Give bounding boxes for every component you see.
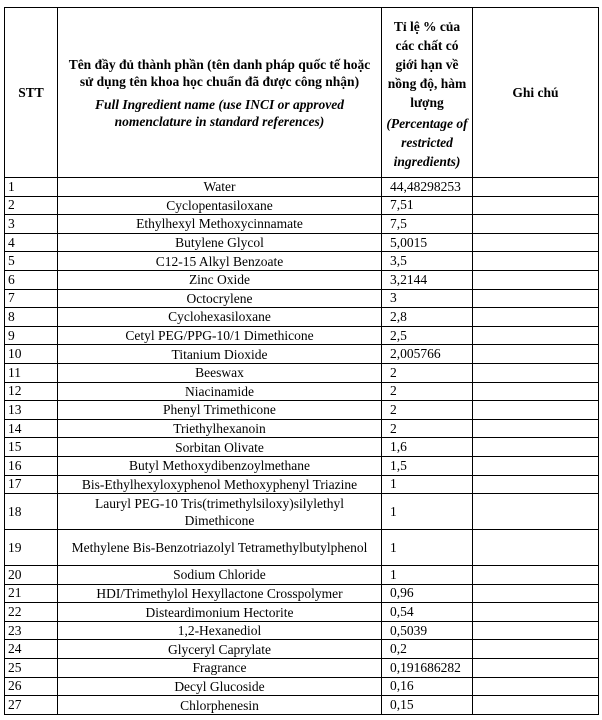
table-row — [5, 530, 599, 566]
row-note — [473, 196, 599, 215]
row-stt: 7 — [5, 289, 58, 308]
row-ingredient-name: Butyl Methoxydibenzoylmethane — [58, 456, 382, 475]
row-ingredient-name: Fragrance — [58, 659, 382, 678]
row-ingredient-name: Sorbitan Olivate — [58, 438, 382, 457]
row-percentage: 3 — [382, 289, 473, 308]
row-note — [473, 456, 599, 475]
row-note — [473, 233, 599, 252]
row-note — [473, 215, 599, 234]
row-percentage: 0,54 — [382, 603, 473, 622]
table-row — [5, 456, 599, 475]
row-percentage: 3,5 — [382, 252, 473, 271]
row-percentage: 1 — [382, 494, 473, 530]
row-percentage: 2 — [382, 363, 473, 382]
row-note — [473, 621, 599, 640]
table-row — [5, 438, 599, 457]
row-stt: 12 — [5, 382, 58, 401]
row-ingredient-name: Titanium Dioxide — [58, 345, 382, 364]
row-stt: 1 — [5, 178, 58, 197]
row-stt: 17 — [5, 475, 58, 494]
row-stt: 19 — [5, 530, 58, 566]
row-note — [473, 363, 599, 382]
table-row — [5, 233, 599, 252]
row-ingredient-name: Cetyl PEG/PPG-10/1 Dimethicone — [58, 326, 382, 345]
row-note — [473, 270, 599, 289]
header-pct-en: (Percentage of restricted ingredients) — [386, 115, 468, 169]
table-row — [5, 345, 599, 364]
row-stt: 4 — [5, 233, 58, 252]
table-row — [5, 178, 599, 197]
row-percentage: 0,2 — [382, 640, 473, 659]
table-row — [5, 659, 599, 678]
row-ingredient-name: Niacinamide — [58, 382, 382, 401]
row-stt: 11 — [5, 363, 58, 382]
row-stt: 9 — [5, 326, 58, 345]
header-percentage — [382, 8, 473, 178]
row-stt: 15 — [5, 438, 58, 457]
row-note — [473, 438, 599, 457]
row-ingredient-name: Beeswax — [58, 363, 382, 382]
row-note — [473, 566, 599, 585]
row-stt: 27 — [5, 696, 58, 715]
row-percentage: 2 — [382, 419, 473, 438]
row-percentage: 2 — [382, 382, 473, 401]
row-stt: 26 — [5, 677, 58, 696]
header-ingredient-name — [58, 8, 382, 178]
row-ingredient-name: Disteardimonium Hectorite — [58, 603, 382, 622]
header-row — [5, 8, 599, 178]
row-percentage: 1,5 — [382, 456, 473, 475]
row-percentage: 44,48298253 — [382, 178, 473, 197]
row-stt: 16 — [5, 456, 58, 475]
row-note — [473, 308, 599, 327]
row-note — [473, 603, 599, 622]
row-note — [473, 494, 599, 530]
table-row — [5, 677, 599, 696]
row-ingredient-name: C12-15 Alkyl Benzoate — [58, 252, 382, 271]
row-stt: 3 — [5, 215, 58, 234]
row-ingredient-name: Sodium Chloride — [58, 566, 382, 585]
table-row — [5, 494, 599, 530]
table-row — [5, 621, 599, 640]
row-note — [473, 475, 599, 494]
row-percentage: 0,5039 — [382, 621, 473, 640]
row-stt: 22 — [5, 603, 58, 622]
row-stt: 10 — [5, 345, 58, 364]
header-pct-vi: Tỉ lệ % của các chất có giới hạn về nồng độ, hàm lượng — [387, 18, 467, 110]
row-stt: 18 — [5, 494, 58, 530]
row-percentage: 0,16 — [382, 677, 473, 696]
row-percentage: 3,2144 — [382, 270, 473, 289]
row-ingredient-name: Decyl Glucoside — [58, 677, 382, 696]
table-body — [5, 178, 599, 715]
row-ingredient-name: Phenyl Trimethicone — [58, 401, 382, 420]
table-row — [5, 401, 599, 420]
table-row — [5, 308, 599, 327]
row-stt: 24 — [5, 640, 58, 659]
row-note — [473, 382, 599, 401]
row-note — [473, 345, 599, 364]
row-stt: 5 — [5, 252, 58, 271]
header-name-en: Full Ingredient name (use INCI or approved nomenclature in standard references) — [94, 96, 345, 129]
row-stt: 8 — [5, 308, 58, 327]
row-note — [473, 659, 599, 678]
ingredient-table — [4, 7, 599, 715]
row-percentage: 0,191686282 — [382, 659, 473, 678]
row-note — [473, 696, 599, 715]
row-stt: 25 — [5, 659, 58, 678]
row-stt: 2 — [5, 196, 58, 215]
row-note — [473, 252, 599, 271]
row-ingredient-name: Glyceryl Caprylate — [58, 640, 382, 659]
row-ingredient-name: Lauryl PEG-10 Tris(trimethylsiloxy)silylethyl Dimethicone — [58, 494, 382, 530]
header-stt: STT — [5, 8, 58, 178]
row-note — [473, 640, 599, 659]
row-note — [473, 584, 599, 603]
row-ingredient-name: Octocrylene — [58, 289, 382, 308]
row-percentage: 1 — [382, 475, 473, 494]
row-percentage: 1 — [382, 566, 473, 585]
row-percentage: 2,5 — [382, 326, 473, 345]
row-percentage: 7,51 — [382, 196, 473, 215]
row-percentage: 2,005766 — [382, 345, 473, 364]
header-note: Ghi chú — [473, 8, 599, 178]
row-ingredient-name: HDI/Trimethylol Hexyllactone Crosspolymer — [58, 584, 382, 603]
row-note — [473, 326, 599, 345]
row-ingredient-name: Ethylhexyl Methoxycinnamate — [58, 215, 382, 234]
table-row — [5, 566, 599, 585]
row-ingredient-name: Water — [58, 178, 382, 197]
table-row — [5, 584, 599, 603]
row-note — [473, 530, 599, 566]
row-ingredient-name: Zinc Oxide — [58, 270, 382, 289]
table-row — [5, 475, 599, 494]
row-note — [473, 419, 599, 438]
table-row — [5, 382, 599, 401]
row-percentage: 2,8 — [382, 308, 473, 327]
row-note — [473, 677, 599, 696]
row-note — [473, 401, 599, 420]
table-row — [5, 270, 599, 289]
row-stt: 20 — [5, 566, 58, 585]
row-percentage: 1 — [382, 530, 473, 566]
table-row — [5, 640, 599, 659]
row-ingredient-name: Butylene Glycol — [58, 233, 382, 252]
table-row — [5, 252, 599, 271]
row-note — [473, 289, 599, 308]
row-ingredient-name: Cyclohexasiloxane — [58, 308, 382, 327]
row-stt: 13 — [5, 401, 58, 420]
row-ingredient-name: Cyclopentasiloxane — [58, 196, 382, 215]
row-ingredient-name: Chlorphenesin — [58, 696, 382, 715]
table-row — [5, 603, 599, 622]
row-percentage: 5,0015 — [382, 233, 473, 252]
row-ingredient-name: Bis-Ethylhexyloxyphenol Methoxyphenyl Triazine — [58, 475, 382, 494]
table-row — [5, 215, 599, 234]
row-stt: 23 — [5, 621, 58, 640]
header-name-vi: Tên đầy đủ thành phần (tên danh pháp quốc tế hoặc sử dụng tên khoa học chuẩn đã được công nhận) — [68, 56, 371, 89]
row-stt: 6 — [5, 270, 58, 289]
row-ingredient-name: 1,2-Hexanediol — [58, 621, 382, 640]
row-note — [473, 178, 599, 197]
row-percentage: 7,5 — [382, 215, 473, 234]
row-ingredient-name: Methylene Bis-Benzotriazolyl Tetramethylbutylphenol — [58, 530, 382, 566]
table-row — [5, 696, 599, 715]
row-ingredient-name: Triethylhexanoin — [58, 419, 382, 438]
table-row — [5, 419, 599, 438]
table-row — [5, 196, 599, 215]
table-row — [5, 289, 599, 308]
row-stt: 14 — [5, 419, 58, 438]
row-percentage: 2 — [382, 401, 473, 420]
row-stt: 21 — [5, 584, 58, 603]
table-row — [5, 363, 599, 382]
row-percentage: 1,6 — [382, 438, 473, 457]
row-percentage: 0,96 — [382, 584, 473, 603]
row-percentage: 0,15 — [382, 696, 473, 715]
table-row — [5, 326, 599, 345]
